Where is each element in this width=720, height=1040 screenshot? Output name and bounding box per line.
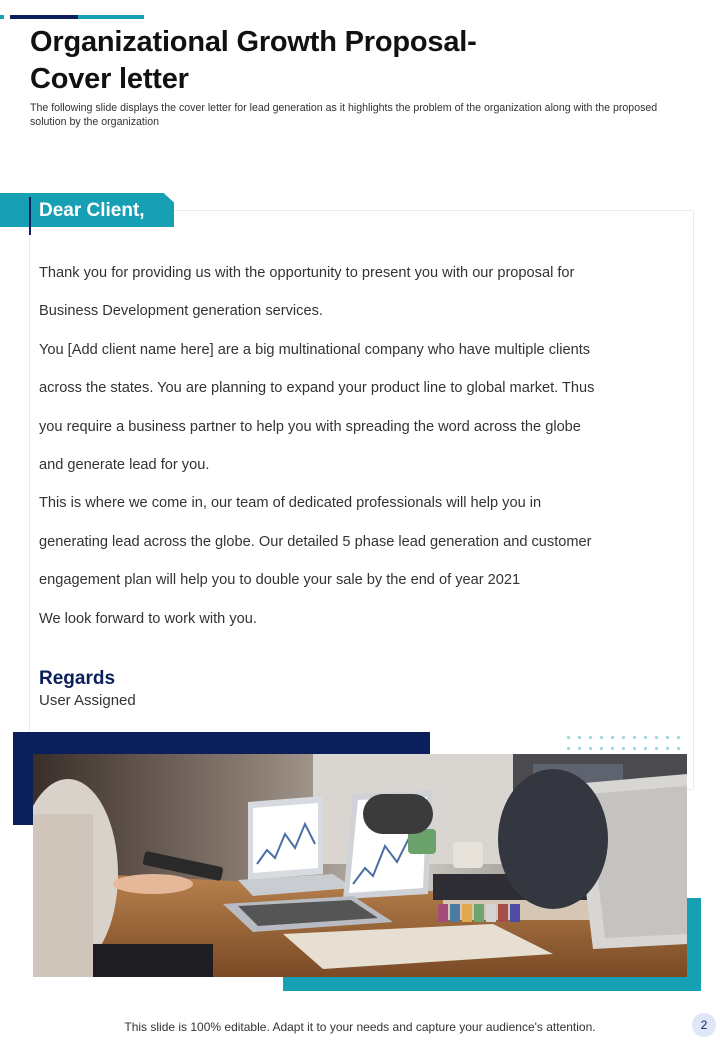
letter-line: You [Add client name here] are a big multinational company who have multiple clients xyxy=(39,341,591,358)
letter-line: Business Development generation services. xyxy=(39,303,323,320)
office-meeting-illustration xyxy=(33,754,687,977)
letter-line: across the states. You are planning to expand your product line to global market. Thus xyxy=(39,380,595,397)
letter-line: and generate lead for you. xyxy=(39,457,210,474)
page-title xyxy=(30,24,670,98)
page-title-line-2: Cover letter xyxy=(30,63,189,95)
greeting-label: Dear Client, xyxy=(39,200,145,221)
office-meeting-photo xyxy=(33,754,687,977)
letter-body xyxy=(39,254,651,638)
letter-line: This is where we come in, our team of dedicated professionals will help you in xyxy=(39,495,542,512)
letter-line: Thank you for providing us with the opportunity to present you with our proposal for xyxy=(39,265,575,281)
footer-note: This slide is 100% editable. Adapt it to your needs and capture your audience's attention. xyxy=(124,1020,596,1034)
top-accent-dot xyxy=(0,15,4,19)
page-subtitle: The following slide displays the cover letter for lead generation as it highlights the problem of the organization along with the proposed solution by the organization xyxy=(30,102,658,128)
page-title-line-1: Organizational Growth Proposal- xyxy=(30,26,477,58)
signature-name: User Assigned xyxy=(39,692,136,709)
page-number-badge: 2 xyxy=(692,1013,716,1037)
top-accent-bar-teal xyxy=(78,15,144,19)
letter-line: We look forward to work with you. xyxy=(39,610,257,627)
regards-heading: Regards xyxy=(39,668,116,689)
letter-line: you require a business partner to help you with spreading the word across the globe xyxy=(39,418,581,435)
greeting-tab-accent xyxy=(29,197,31,235)
top-accent-bar-navy xyxy=(10,15,78,19)
letter-line: generating lead across the globe. Our detailed 5 phase lead generation and customer xyxy=(39,533,592,550)
letter-line: engagement plan will help you to double your sale by the end of year 2021 xyxy=(39,572,521,589)
